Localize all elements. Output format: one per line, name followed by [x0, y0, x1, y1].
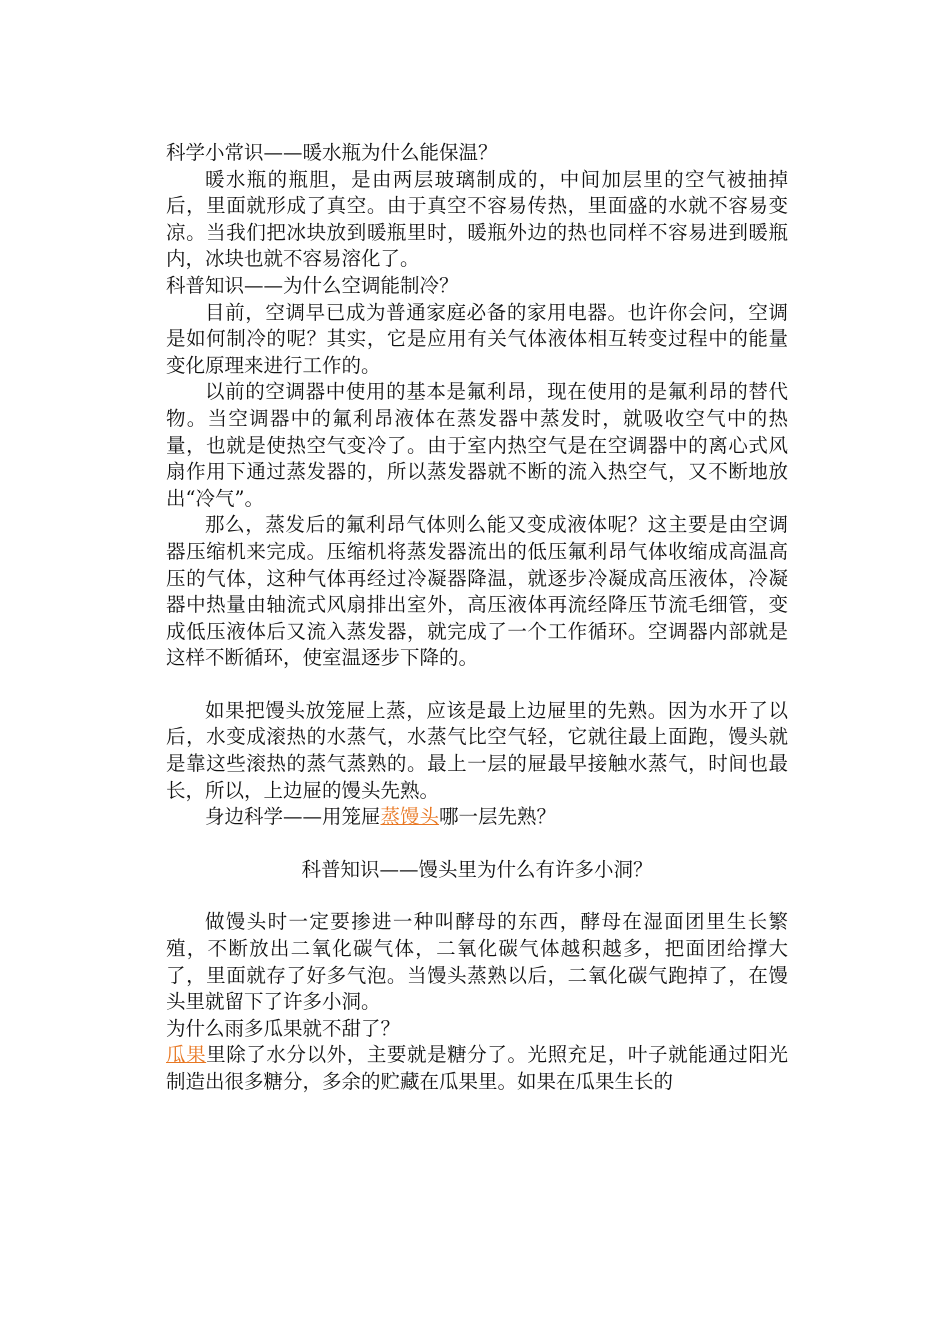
- melon-paragraph-text: 里除了水分以外，主要就是糖分了。光照充足，叶子就能通过阳光制造出很多糖分，多余的贮藏在瓜果里。如果在瓜果生长的: [166, 1043, 788, 1093]
- thermos-paragraph: 暖水瓶的瓶胆，是由两层玻璃制成的，中间加层里的空气被抽掉后，里面就形成了真空。由于真空不容易传热，里面盛的水就不容易变凉。当我们把冰块放到暖瓶里时，暖瓶外边的热也同样不容易进到暖瓶内，冰块也就不容易溶化了。: [166, 167, 788, 271]
- aircon-paragraph-1: 目前，空调早已成为普通家庭必备的家用电器。也许你会问，空调是如何制冷的呢？其实，它是应用有关气体液体相互转变过程中的能量变化原理来进行工作的。: [166, 300, 788, 377]
- document-page: [166, 140, 788, 1096]
- aircon-paragraph-2: 以前的空调器中使用的基本是氟利昂，现在使用的是氟利昂的替代物。当空调器中的氟利昂液体在蒸发器中蒸发时，就吸收空气中的热量，也就是使热空气变冷了。由于室内热空气是在空调器中的离心式风扇作用下通过蒸发器的，所以蒸发器就不断的流入热空气，又不断地放出“冷气”。: [166, 380, 788, 510]
- steamer-title-before: 身边科学——用笼屉: [205, 805, 381, 829]
- steamer-paragraph: 如果把馒头放笼屉上蒸，应该是最上边屉里的先熟。因为水开了以后，水变成滚热的水蒸气，水蒸气比空气轻，它就往最上面跑，馒头就是靠这些滚热的蒸气蒸熟的。最上一层的屉最早接触水蒸气，时间也最长，所以，上边屉的馒头先熟。: [166, 698, 788, 802]
- bun-holes-paragraph: 做馒头时一定要掺进一种叫酵母的东西，酵母在湿面团里生长繁殖，不断放出二氧化碳气体，二氧化碳气体越积越多，把面团给撑大了，里面就存了好多气泡。当馒头蒸熟以后，二氧化碳气跑掉了，在馒头里就留下了许多小洞。: [166, 910, 788, 1014]
- thermos-title: 科学小常识——暖水瓶为什么能保温？: [166, 141, 498, 164]
- steamed-bun-link[interactable]: 蒸馒头: [380, 805, 440, 829]
- steamer-title-after: 哪一层先熟？: [439, 805, 557, 829]
- aircon-paragraph-3: 那么，蒸发后的氟利昂气体则么能又变成液体呢？这主要是由空调器压缩机来完成。压缩机将蒸发器流出的低压氟利昂气体收缩成高温高压的气体，这种气体再经过冷凝器降温，就逐步冷凝成高压液体，冷凝器中热量由轴流式风扇排出室外，高压液体再流经降压节流毛细管，变成低压液体后又流入蒸发器，就完成了一个工作循环。空调器内部就是这样不断循环，使室温逐步下降的。: [166, 513, 788, 670]
- bun-holes-title: 科普知识——馒头里为什么有许多小洞？: [301, 857, 653, 881]
- steamer-title: [166, 804, 788, 831]
- melon-link[interactable]: 瓜果: [166, 1043, 207, 1067]
- melon-title: 为什么雨多瓜果就不甜了？: [166, 1016, 401, 1040]
- melon-paragraph: [166, 1042, 788, 1095]
- aircon-title: 科普知识——为什么空调能制冷？: [166, 273, 459, 297]
